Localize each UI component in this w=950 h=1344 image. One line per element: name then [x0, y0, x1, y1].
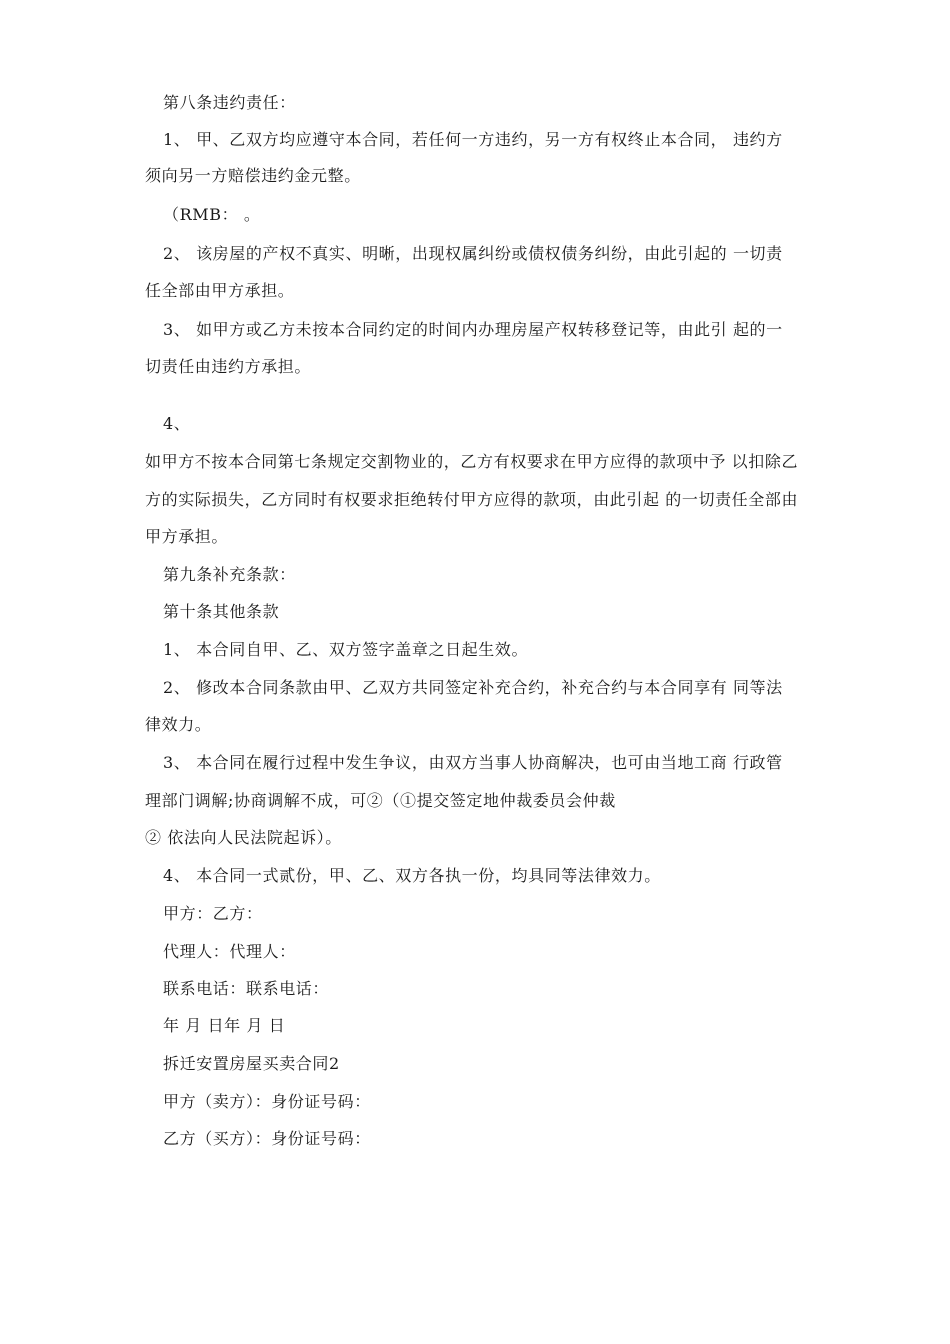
article-8-item-4-number: 4、: [163, 414, 191, 433]
article-9-heading: 第九条补充条款：: [163, 565, 296, 584]
buyer-id-line: 乙方（买方）：身份证号码：: [163, 1129, 371, 1148]
article-10-item-3: 3、 本合同在履行过程中发生争议，由双方当事人协商解决，也可由当地工商 行政管: [163, 753, 783, 772]
agent-signature-line: 代理人：代理人：: [163, 942, 296, 961]
date-line: 年 月 日年 月 日: [163, 1016, 286, 1035]
rmb-line: （RMB： 。: [163, 205, 261, 224]
article-8-item-3: 3、 如甲方或乙方未按本合同约定的时间内办理房屋产权转移登记等，由此引 起的一: [163, 320, 783, 339]
article-8-item-4-text: 如甲方不按本合同第七条规定交割物业的，乙方有权要求在甲方应得的款项中予 以扣除乙: [145, 452, 799, 471]
article-8-item-1: 1、 甲、乙双方均应遵守本合同，若任何一方违约，另一方有权终止本合同， 违约方: [163, 130, 783, 149]
article-10-item-2-cont: 律效力。: [145, 715, 212, 734]
article-10-item-1: 1、 本合同自甲、乙、双方签字盖章之日起生效。: [163, 640, 529, 659]
article-10-item-4: 4、 本合同一式贰份，甲、乙、双方各执一份，均具同等法律效力。: [163, 866, 661, 885]
article-8-item-4-end: 甲方承担。: [145, 527, 229, 546]
contract-2-title: 拆迁安置房屋买卖合同2: [163, 1054, 340, 1073]
seller-id-line: 甲方（卖方）：身份证号码：: [163, 1092, 371, 1111]
article-8-item-1-cont: 须向另一方赔偿违约金元整。: [145, 166, 361, 185]
article-10-item-3-end: ② 依法向人民法院起诉）。: [145, 828, 342, 847]
article-8-item-4-cont: 方的实际损失，乙方同时有权要求拒绝转付甲方应得的款项，由此引起 的一切责任全部由: [145, 490, 799, 509]
article-8-heading: 第八条违约责任：: [163, 93, 296, 112]
article-10-item-2: 2、 修改本合同条款由甲、乙双方共同签定补充合约，补充合约与本合同享有 同等法: [163, 678, 783, 697]
article-10-heading: 第十条其他条款: [163, 602, 280, 621]
article-8-item-3-cont: 切责任由违约方承担。: [145, 357, 312, 376]
party-signature-line: 甲方：乙方：: [163, 904, 263, 923]
article-10-item-3-cont: 理部门调解;协商调解不成，可②（①提交签定地仲裁委员会仲裁: [145, 791, 616, 810]
article-8-item-2-cont: 任全部由甲方承担。: [145, 281, 295, 300]
phone-line: 联系电话：联系电话：: [163, 979, 330, 998]
article-8-item-2: 2、 该房屋的产权不真实、明晰，出现权属纠纷或债权债务纠纷，由此引起的 一切责: [163, 244, 783, 263]
